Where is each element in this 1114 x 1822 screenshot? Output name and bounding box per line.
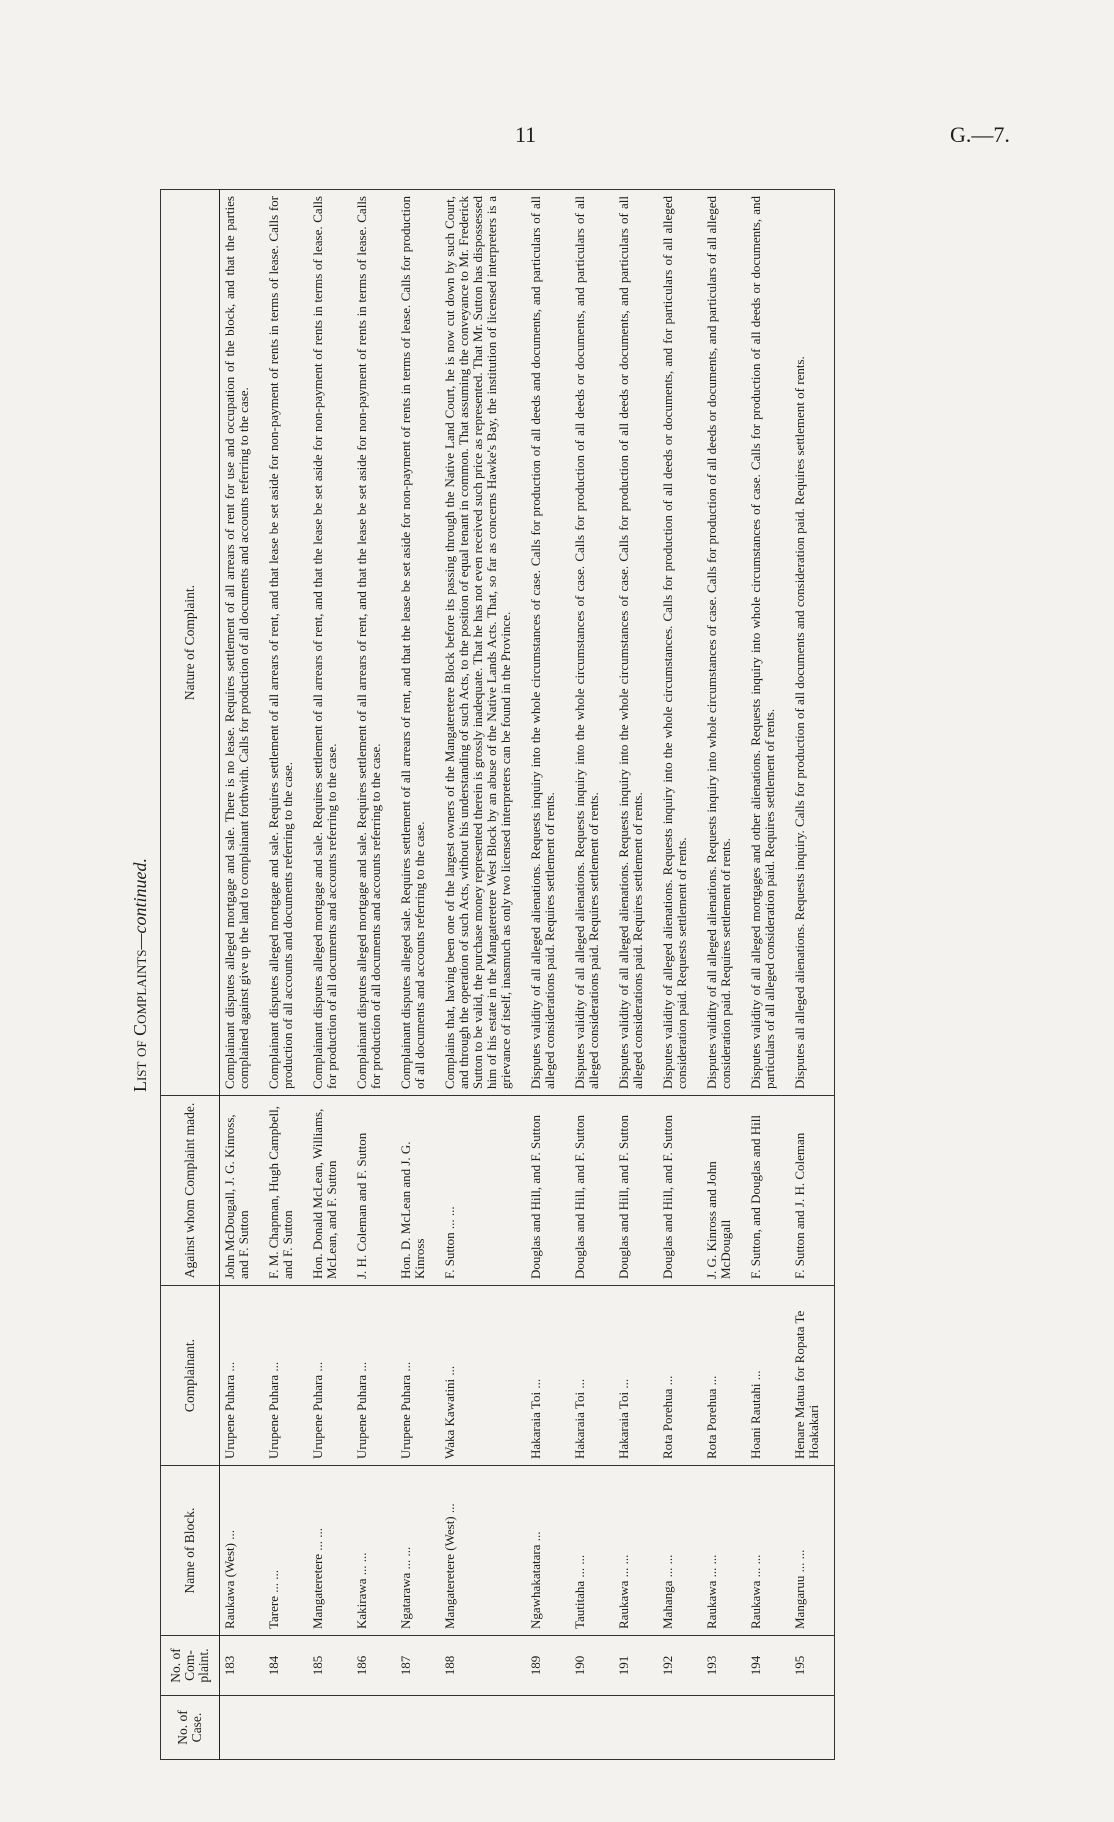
- spacer-cell: [342, 1636, 352, 1696]
- spacer-cell: [692, 1636, 702, 1696]
- nature-cell: Disputes all alleged alienations. Requests inquiry. Calls for production of all documents and consideration paid. Requires settlement of rents.: [790, 190, 824, 1096]
- col-header-complaint-no: No. of Com-plaint.: [161, 1636, 220, 1696]
- spacer-cell: [342, 190, 352, 1096]
- row-spacer: [824, 190, 835, 1760]
- spacer-cell: [604, 1466, 614, 1636]
- spacer-cell: [386, 1096, 396, 1286]
- complainant-cell: Hoani Rautahi ...: [746, 1286, 780, 1466]
- block-name-cell: Raukawa ... ...: [746, 1466, 780, 1636]
- spacer-cell: [430, 190, 440, 1096]
- row-spacer: [342, 190, 352, 1760]
- spacer-cell: [342, 1696, 352, 1760]
- spacer-cell: [824, 190, 835, 1096]
- spacer-cell: [430, 1636, 440, 1696]
- spacer-cell: [298, 1466, 308, 1636]
- complaint-no-cell: 191: [614, 1636, 648, 1696]
- spacer-cell: [648, 1286, 658, 1466]
- case-cell: [264, 1696, 298, 1760]
- complaint-no-cell: 185: [308, 1636, 342, 1696]
- against-cell: Hon. Donald McLean, Williams, McLean, and F. Sutton: [308, 1096, 342, 1286]
- block-name-cell: Kakirawa ... ...: [352, 1466, 386, 1636]
- spacer-cell: [430, 1286, 440, 1466]
- complainant-cell: Rota Porehua ...: [658, 1286, 692, 1466]
- spacer-cell: [298, 190, 308, 1096]
- block-name-cell: Mahanga ... ...: [658, 1466, 692, 1636]
- table-row: [526, 190, 560, 1760]
- spacer-cell: [560, 1696, 570, 1760]
- col-header-block: Name of Block.: [161, 1466, 220, 1636]
- rotated-table-region: [120, 190, 1000, 1760]
- block-name-cell: Raukawa ... ...: [702, 1466, 736, 1636]
- case-cell: [526, 1696, 560, 1760]
- complaint-no-cell: 195: [790, 1636, 824, 1696]
- spacer-cell: [692, 190, 702, 1096]
- spacer-cell: [254, 1286, 264, 1466]
- table-row: [658, 190, 692, 1760]
- against-cell: Douglas and Hill, and F. Sutton: [570, 1096, 604, 1286]
- block-name-cell: Raukawa (West) ...: [220, 1466, 255, 1636]
- complainant-cell: Henare Matua for Ropata Te Hoakakari: [790, 1286, 824, 1466]
- spacer-cell: [342, 1466, 352, 1636]
- row-spacer: [648, 190, 658, 1760]
- list-title: [120, 190, 160, 1760]
- table-row: [790, 190, 824, 1760]
- col-header-complainant: Complainant.: [161, 1286, 220, 1466]
- complaint-no-cell: 189: [526, 1636, 560, 1696]
- spacer-cell: [386, 1466, 396, 1636]
- spacer-cell: [736, 1636, 746, 1696]
- nature-cell: Complainant disputes alleged sale. Requires settlement of all arrears of rent, and that the lease be set aside for non-payment of rents in terms of lease. Calls for production of all documents and accounts referring to the case.: [396, 190, 430, 1096]
- spacer-cell: [736, 190, 746, 1096]
- block-name-cell: Mangateretere ... ...: [308, 1466, 342, 1636]
- spacer-cell: [824, 1696, 835, 1760]
- complainant-cell: Urupene Puhara ...: [352, 1286, 386, 1466]
- row-spacer: [430, 190, 440, 1760]
- complainant-cell: Urupene Puhara ...: [264, 1286, 298, 1466]
- complainant-cell: Urupene Puhara ...: [220, 1286, 255, 1466]
- list-title-main: List of Complaints: [130, 949, 150, 1093]
- table-row: [308, 190, 342, 1760]
- spacer-cell: [692, 1286, 702, 1466]
- spacer-cell: [254, 190, 264, 1096]
- block-name-cell: Tautitaha ... ...: [570, 1466, 604, 1636]
- complaints-table: [160, 189, 835, 1760]
- spacer-cell: [298, 1096, 308, 1286]
- case-cell: [308, 1696, 342, 1760]
- nature-cell: Disputes validity of all alleged alienations. Requests inquiry into whole circumstances of case. Calls for production of all deeds or documents, and particulars of all alleged consideration paid. Requires settlement of rents.: [702, 190, 736, 1096]
- row-spacer: [560, 190, 570, 1760]
- block-name-cell: Ngawhakatatara ...: [526, 1466, 560, 1636]
- row-spacer: [692, 190, 702, 1760]
- table-row: [396, 190, 430, 1760]
- table-row: [614, 190, 648, 1760]
- row-spacer: [254, 190, 264, 1760]
- nature-cell: Complainant disputes alleged mortgage and sale. Requires settlement of all arrears of rent, and that the lease be set aside for non-payment of rents in terms of lease. Calls for production of all documents and accounts referring to the case.: [352, 190, 386, 1096]
- complainant-cell: Urupene Puhara ...: [396, 1286, 430, 1466]
- nature-cell: Disputes validity of all alleged mortgages and other alienations. Requests inquiry into whole circumstances of case. Calls for production of all deeds or documents, and particulars of all alleged consideration paid. Requires settlement of rents.: [746, 190, 780, 1096]
- spacer-cell: [692, 1466, 702, 1636]
- spacer-cell: [736, 1286, 746, 1466]
- spacer-cell: [560, 1636, 570, 1696]
- spacer-cell: [386, 1696, 396, 1760]
- complainant-cell: Waka Kawatini ...: [440, 1286, 516, 1466]
- complaint-no-cell: 184: [264, 1636, 298, 1696]
- nature-cell: Complainant disputes alleged mortgage and sale. Requires settlement of all arrears of rent, and that lease be set aside for non-payment of rents in terms of lease. Calls for production of all accounts and documents referring to the case.: [264, 190, 298, 1096]
- spacer-cell: [516, 190, 526, 1096]
- row-spacer: [780, 190, 790, 1760]
- nature-cell: Disputes validity of all alleged alienations. Requests inquiry into the whole circumstances of case. Calls for production of all deeds or documents, and particulars of all alleged considerations paid. Requires settlement of rents.: [614, 190, 648, 1096]
- spacer-cell: [648, 1096, 658, 1286]
- spacer-cell: [648, 1696, 658, 1760]
- spacer-cell: [386, 1636, 396, 1696]
- complainant-cell: Hakaraia Toi ...: [614, 1286, 648, 1466]
- against-cell: Hon. D. McLean and J. G. Kinross: [396, 1096, 430, 1286]
- spacer-cell: [648, 1466, 658, 1636]
- complaint-no-cell: 187: [396, 1636, 430, 1696]
- case-cell: [220, 1696, 255, 1760]
- row-spacer: [298, 190, 308, 1760]
- against-cell: F. Sutton ... ...: [440, 1096, 516, 1286]
- against-cell: Douglas and Hill, and F. Sutton: [526, 1096, 560, 1286]
- spacer-cell: [780, 190, 790, 1096]
- spacer-cell: [692, 1696, 702, 1760]
- case-cell: [352, 1696, 386, 1760]
- against-cell: Douglas and Hill, and F. Sutton: [614, 1096, 648, 1286]
- block-name-cell: Tarere ... ...: [264, 1466, 298, 1636]
- spacer-cell: [342, 1286, 352, 1466]
- spacer-cell: [604, 1696, 614, 1760]
- complaint-no-cell: 192: [658, 1636, 692, 1696]
- spacer-cell: [254, 1636, 264, 1696]
- spacer-cell: [648, 190, 658, 1096]
- spacer-cell: [824, 1096, 835, 1286]
- table-row: [746, 190, 780, 1760]
- against-cell: F. M. Chapman, Hugh Campbell, and F. Sutton: [264, 1096, 298, 1286]
- spacer-cell: [254, 1466, 264, 1636]
- against-cell: John McDougall, J. G. Kinross, and F. Sutton: [220, 1096, 255, 1286]
- spacer-cell: [386, 1286, 396, 1466]
- nature-cell: Complains that, having been one of the largest owners of the Mangateretere Block before its passing through the Native Land Court, he is now cut down by such Court, and through the operation of such Acts, without his understanding of such Acts, to the position of equal tenant in common. That assuming the conveyance to Mr. Frederick Sutton to be valid, the purchase money represented therein is grossly inadequate. That he has not even received such price as represented. That Mr. Sutton has dispossessed him of his estate in the Mangateretere West Block by an abuse of the Native Lands Acts. That, so far as concerns Hawke's Bay, the institution of licensed interpreters is a grievance of itself, inasmuch as only two licensed interpreters can be found in the Province.: [440, 190, 516, 1096]
- complaint-no-cell: 194: [746, 1636, 780, 1696]
- spacer-cell: [780, 1636, 790, 1696]
- spacer-cell: [516, 1466, 526, 1636]
- nature-cell: Complainant disputes alleged mortgage and sale. Requires settlement of all arrears of rent, and that the lease be set aside for non-payment of rents in terms of lease. Calls for production of all documents and accounts referring to the case.: [308, 190, 342, 1096]
- spacer-cell: [430, 1466, 440, 1636]
- page-number: 11: [515, 122, 537, 147]
- nature-cell: Disputes validity of alleged alienations. Requests inquiry into the whole circumstances. Calls for production of all deeds or documents, and for particulars of all alleged consideration paid. Requests settlement of rents.: [658, 190, 692, 1096]
- case-cell: [790, 1696, 824, 1760]
- nature-cell: Complainant disputes alleged mortgage and sale. There is no lease. Requires settlement of all arrears of rent for use and occupation of the block, and that the parties complained against give up the land to complainant forthwith. Calls for production of all documents and accounts referring to the case.: [220, 190, 255, 1096]
- spacer-cell: [736, 1096, 746, 1286]
- row-spacer: [386, 190, 396, 1760]
- spacer-cell: [604, 190, 614, 1096]
- table-header-row: [161, 190, 220, 1760]
- spacer-cell: [780, 1466, 790, 1636]
- against-cell: Douglas and Hill, and F. Sutton: [658, 1096, 692, 1286]
- table-row: [702, 190, 736, 1760]
- spacer-cell: [298, 1696, 308, 1760]
- row-spacer: [604, 190, 614, 1760]
- spacer-cell: [516, 1096, 526, 1286]
- spacer-cell: [692, 1096, 702, 1286]
- case-cell: [702, 1696, 736, 1760]
- table-row: [440, 190, 516, 1760]
- against-cell: F. Sutton and J. H. Coleman: [790, 1096, 824, 1286]
- case-cell: [396, 1696, 430, 1760]
- spacer-cell: [430, 1096, 440, 1286]
- spacer-cell: [516, 1696, 526, 1760]
- spacer-cell: [430, 1696, 440, 1760]
- col-header-case: No. of Case.: [161, 1696, 220, 1760]
- spacer-cell: [780, 1096, 790, 1286]
- complaint-no-cell: 186: [352, 1636, 386, 1696]
- spacer-cell: [648, 1636, 658, 1696]
- spacer-cell: [560, 190, 570, 1096]
- against-cell: J. G. Kinross and John McDougall: [702, 1096, 736, 1286]
- spacer-cell: [516, 1286, 526, 1466]
- complaint-no-cell: 183: [220, 1636, 255, 1696]
- spacer-cell: [824, 1636, 835, 1696]
- spacer-cell: [254, 1096, 264, 1286]
- spacer-cell: [736, 1466, 746, 1636]
- case-cell: [570, 1696, 604, 1760]
- complainant-cell: Hakaraia Toi ...: [570, 1286, 604, 1466]
- spacer-cell: [560, 1466, 570, 1636]
- row-spacer: [516, 190, 526, 1760]
- against-cell: F. Sutton, and Douglas and Hill: [746, 1096, 780, 1286]
- spacer-cell: [342, 1096, 352, 1286]
- block-name-cell: Mangaruu ... ...: [790, 1466, 824, 1636]
- against-cell: J. H. Coleman and F. Sutton: [352, 1096, 386, 1286]
- case-cell: [658, 1696, 692, 1760]
- complaint-no-cell: 193: [702, 1636, 736, 1696]
- nature-cell: Disputes validity of all alleged alienations. Requests inquiry into the whole circumstances of case. Calls for production of all deeds or documents, and particulars of all alleged considerations paid. Requires settlement of rents.: [570, 190, 604, 1096]
- spacer-cell: [780, 1696, 790, 1760]
- complainant-cell: Urupene Puhara ...: [308, 1286, 342, 1466]
- row-spacer: [736, 190, 746, 1760]
- spacer-cell: [780, 1286, 790, 1466]
- complaint-no-cell: 190: [570, 1636, 604, 1696]
- spacer-cell: [298, 1636, 308, 1696]
- spacer-cell: [298, 1286, 308, 1466]
- spacer-cell: [604, 1636, 614, 1696]
- table-row: [352, 190, 386, 1760]
- spacer-cell: [516, 1636, 526, 1696]
- complaint-no-cell: 188: [440, 1636, 516, 1696]
- list-title-suffix: —continued.: [130, 858, 150, 950]
- col-header-against: Against whom Complaint made.: [161, 1096, 220, 1286]
- spacer-cell: [736, 1696, 746, 1760]
- spacer-cell: [386, 190, 396, 1096]
- complainant-cell: Rota Porehua ...: [702, 1286, 736, 1466]
- block-name-cell: Mangateretere (West) ...: [440, 1466, 516, 1636]
- table-row: [570, 190, 604, 1760]
- table-row: [220, 190, 255, 1760]
- case-cell: [614, 1696, 648, 1760]
- case-cell: [440, 1696, 516, 1760]
- block-name-cell: Ngatarawa ... ...: [396, 1466, 430, 1636]
- block-name-cell: Raukawa ... ...: [614, 1466, 648, 1636]
- spacer-cell: [604, 1096, 614, 1286]
- spacer-cell: [560, 1096, 570, 1286]
- spacer-cell: [604, 1286, 614, 1466]
- case-cell: [746, 1696, 780, 1760]
- spacer-cell: [254, 1696, 264, 1760]
- spacer-cell: [560, 1286, 570, 1466]
- spacer-cell: [824, 1466, 835, 1636]
- complainant-cell: Hakaraia Toi ...: [526, 1286, 560, 1466]
- col-header-nature: Nature of Complaint.: [161, 190, 220, 1096]
- spacer-cell: [824, 1286, 835, 1466]
- table-body: [220, 190, 835, 1760]
- table-row: [264, 190, 298, 1760]
- nature-cell: Disputes validity of all alleged alienations. Requests inquiry into the whole circumstances of case. Calls for production of all deeds and documents, and particulars of all alleged considerations paid. Requires settlement of rents.: [526, 190, 560, 1096]
- series-reference: G.—7.: [950, 122, 1010, 147]
